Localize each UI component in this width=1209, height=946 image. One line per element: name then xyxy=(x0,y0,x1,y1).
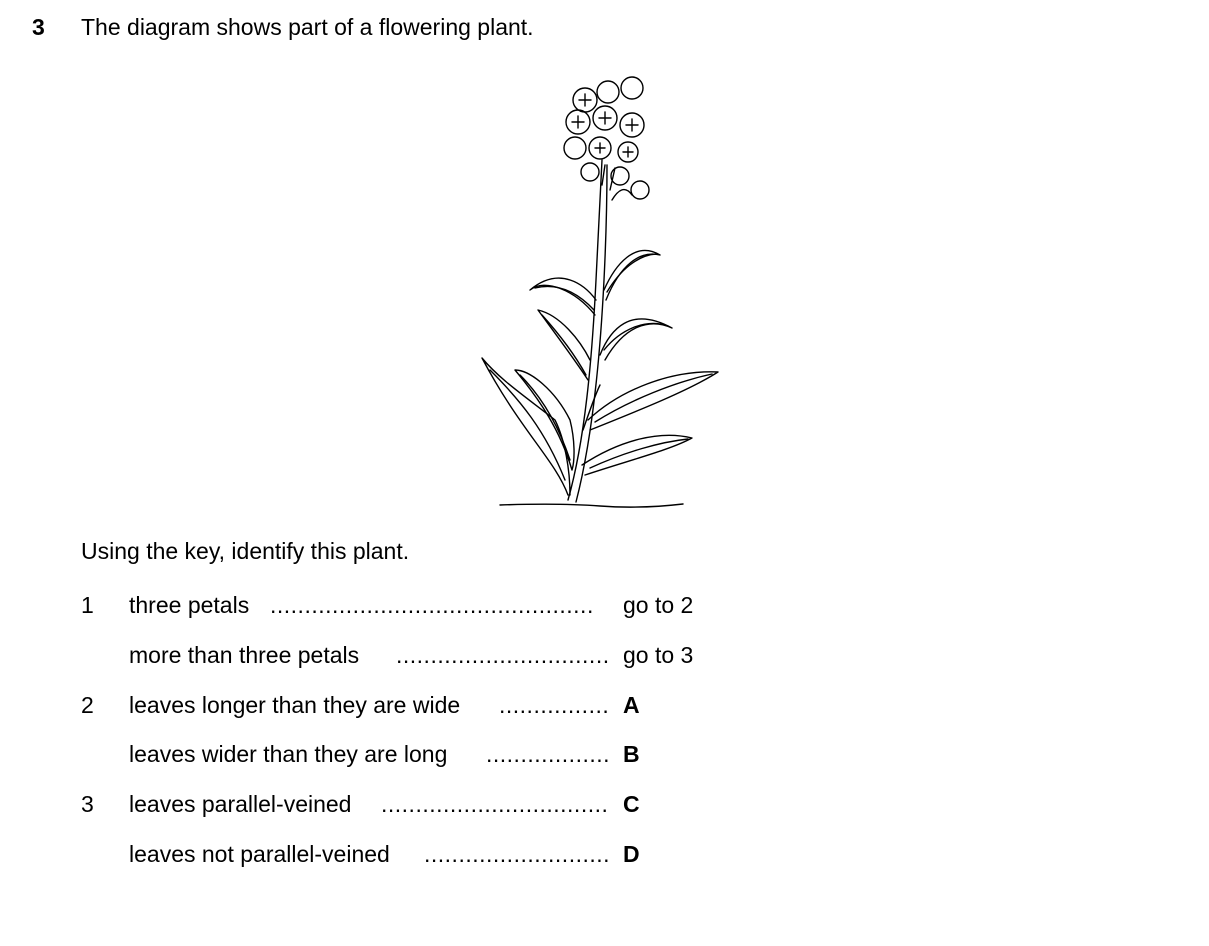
key-result: C xyxy=(623,791,640,817)
key-step-number: 2 xyxy=(81,692,94,718)
key-row xyxy=(81,741,721,771)
key-row xyxy=(81,841,721,871)
key-label: more than three petals xyxy=(129,642,360,668)
leaf-mid-left xyxy=(538,310,590,380)
key-result: B xyxy=(623,741,640,767)
stem xyxy=(568,160,602,500)
leaf-mid-right xyxy=(600,319,672,360)
key-result: go to 3 xyxy=(623,642,694,668)
key-row xyxy=(81,592,721,622)
key-label: three petals xyxy=(129,592,250,618)
key-leader-dots: ................................. xyxy=(381,791,609,817)
key-label: leaves wider than they are long xyxy=(129,741,448,767)
flowering-plant-diagram xyxy=(470,68,730,513)
leaf-upper-right xyxy=(604,250,660,300)
key-row xyxy=(81,791,721,821)
leaf-lower-right-2 xyxy=(588,372,718,430)
key-leader-dots: ............................................... xyxy=(270,592,594,618)
key-leader-dots: ................ xyxy=(499,692,610,718)
key-label: leaves parallel-veined xyxy=(129,791,352,817)
leaf-upper-left xyxy=(530,278,596,315)
key-result: D xyxy=(623,841,640,867)
key-row xyxy=(81,692,721,722)
ground-line xyxy=(500,504,683,507)
key-label: leaves longer than they are wide xyxy=(129,692,461,718)
key-label: leaves not parallel-veined xyxy=(129,841,390,867)
question-number: 3 xyxy=(32,14,45,40)
key-step-number: 1 xyxy=(81,592,94,618)
key-leader-dots: ............................... xyxy=(396,642,610,668)
instruction-text: Using the key, identify this plant. xyxy=(81,538,410,564)
key-row xyxy=(81,642,721,672)
key-result: A xyxy=(623,692,640,718)
key-result: go to 2 xyxy=(623,592,694,618)
key-leader-dots: ........................... xyxy=(424,841,611,867)
key-step-number: 3 xyxy=(81,791,94,817)
question-text: The diagram shows part of a flowering plant. xyxy=(81,14,534,40)
key-leader-dots: .................. xyxy=(486,741,611,767)
leaf-lower-right-1 xyxy=(582,435,692,475)
